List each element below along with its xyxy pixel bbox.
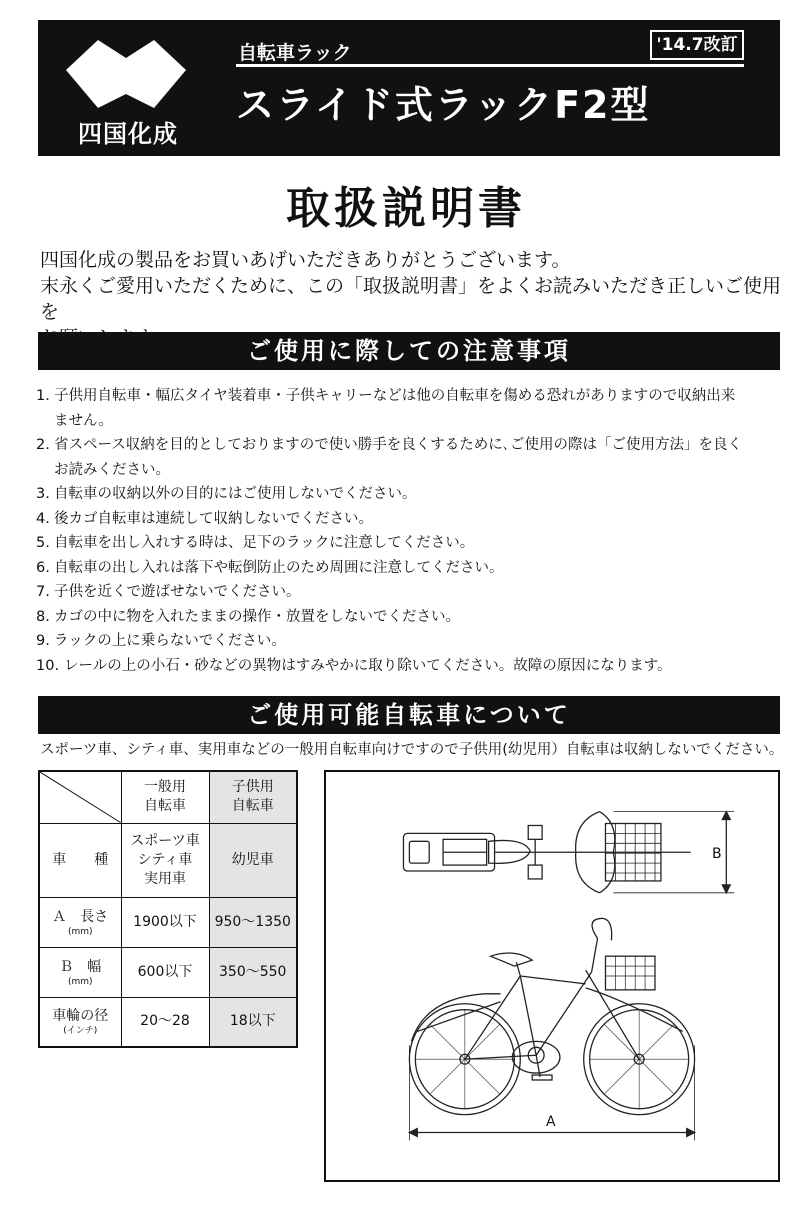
table-row [39,823,297,897]
table-row [39,997,297,1047]
row-wheel-label: 車輪の径 (インチ) [39,997,121,1047]
row-type-child: 幼児車 [209,823,297,897]
bicycle-dimension-diagram [324,770,780,1182]
list-item: 9. ラックの上に乗らないでください。 [36,633,286,649]
table-row [39,897,297,947]
subtitle-underline [236,64,744,67]
list-item: 10. レールの上の小石・砂などの異物はすみやかに取り除いてください。故障の原因になります。 [36,657,672,674]
list-item: 3. 自転車の収納以外の目的にはご使用しないでください。 [36,486,417,502]
revision-badge: '14.7改訂 [650,30,744,60]
header-banner [38,20,780,156]
list-item: 7. 子供を近くで遊ばせないでください。 [36,584,301,600]
table-row [39,947,297,997]
row-length-general: 1900以下 [121,897,209,947]
row-length-label: Ａ 長さ (mm) [39,897,121,947]
list-item: 5. 自転車を出し入れする時は、足下のラックに注意してください。 [36,535,475,551]
spec-table [38,770,298,1048]
list-item: 8. カゴの中に物を入れたままの操作・放置をしないでください。 [36,608,460,625]
document-title: 取扱説明書 [286,183,526,234]
row-width-label: Ｂ 幅 (mm) [39,947,121,997]
row-length-child: 950～1350 [209,897,297,947]
product-category: 自転車ラック [238,42,352,64]
list-item: 2. 省スペース収納を目的としておりますので使い勝手を良くするために､ご使用の際は「ご使用方法」を良く お読みください。 [36,437,743,478]
row-width-general: 600以下 [121,947,209,997]
usable-bicycles-heading: ご使用可能自転車について [38,696,780,734]
intro-line-2: 末永くご愛用いただくために、この「取扱説明書」をよくお読みいただき正しいご使用を [40,275,782,323]
dimension-label-b: B [712,846,722,862]
list-item: 4. 後カゴ自転車は連続して収納しないでください。 [36,510,373,527]
intro-line-1: 四国化成の製品をお買いあげいただきありがとうございます。 [40,249,571,271]
company-name: 四国化成 [78,120,178,148]
row-type-label: 車 種 [39,823,121,897]
row-type-general: スポーツ車 シティ車 実用車 [121,823,209,897]
list-item: 6. 自転車の出し入れは落下や転倒防止のため周囲に注意してください。 [36,559,504,576]
row-width-child: 350～550 [209,947,297,997]
precautions-heading: ご使用に際しての注意事項 [38,332,780,370]
list-item: 1. 子供用自転車・幅広タイヤ装着車・子供キャリーなどは他の自転車を傷める恐れがありますので収納出来 ません。 [36,388,736,429]
header-general: 一般用 自転車 [121,771,209,823]
row-wheel-child: 18以下 [209,997,297,1047]
bicycle-top-view-icon [403,812,734,893]
precautions-list [36,384,781,678]
table-corner-cell [39,771,121,823]
product-title: スライド式ラックF2型 [236,83,651,127]
bicycle-side-view-icon [409,918,694,1140]
row-wheel-general: 20～28 [121,997,209,1047]
dimension-label-a: A [546,1114,556,1130]
usable-bicycles-note: スポーツ車、シティ車、実用車などの一般用自転車向けですので子供用(幼児用）自転車は収納しないでください。 [40,742,784,758]
header-child: 子供用 自転車 [209,771,297,823]
